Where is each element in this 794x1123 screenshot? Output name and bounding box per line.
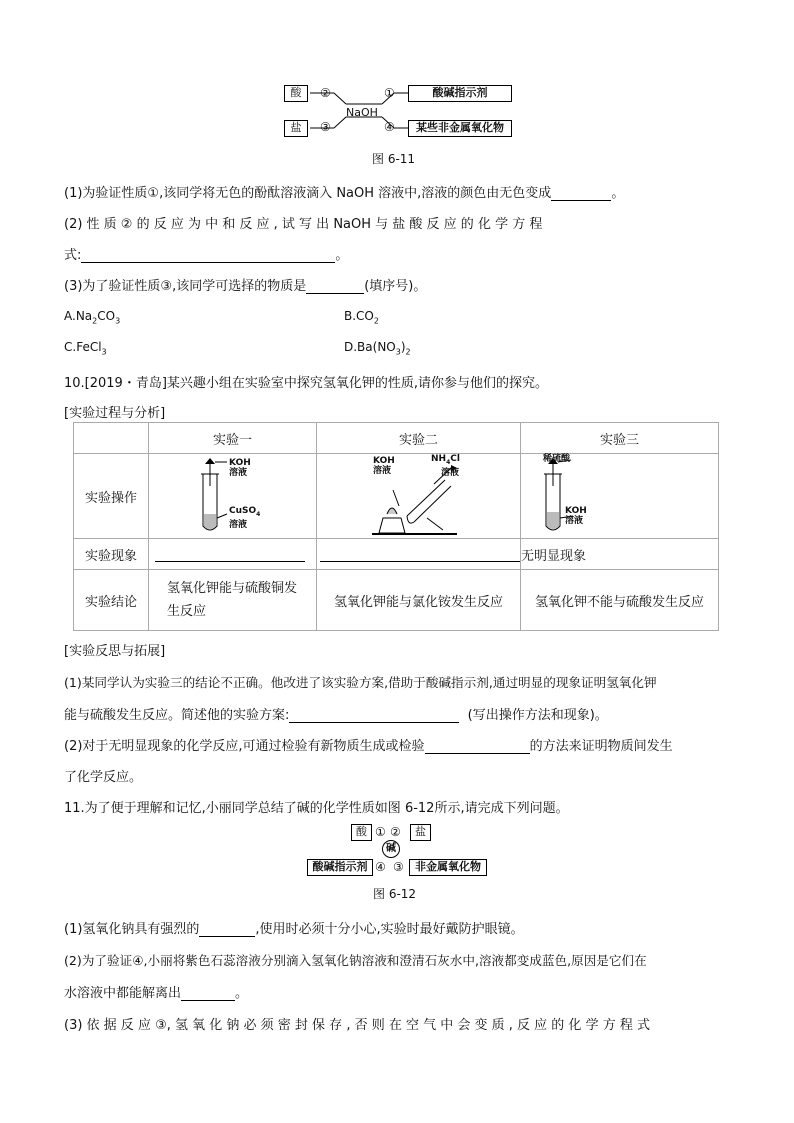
fig612-n2: ② [390,825,401,839]
q11-part1 [64,918,524,937]
exp1-top-label [229,458,251,478]
opt-d-3: ) [400,340,406,354]
exp2-right-label [431,454,460,478]
header-exp1: 实验一 [149,423,317,454]
q11-p2-blank[interactable] [181,986,235,1001]
phenomenon3-text: 无明显现象 [521,548,587,564]
exp3-top-label: 稀硫酸 [543,454,571,464]
q9-p3-blank[interactable] [306,279,364,294]
q9-part3 [64,275,426,294]
q9-option-d [344,340,411,356]
q10-r1-line2 [64,704,608,723]
opt-a-3: CO [97,309,116,323]
fig612-caption: 图 6-12 [373,887,417,901]
table-row-phenomenon [74,539,719,570]
opt-b-1: B.CO [344,309,374,323]
row-label-phenomenon: 实验现象 [74,539,149,570]
table-header-row [74,423,719,454]
q9-p1-text: (1)为验证性质①,该同学将无色的酚酞溶液滴入 NaOH 溶液中,溶液的颜色由无色变成 [64,186,552,201]
opt-d-4: 2 [405,347,411,357]
opt-a-2: 2 [92,316,98,326]
phenomenon2-cell [317,539,521,570]
q9-p3-text: (3)为了验证性质③,该同学可选择的物质是 [64,279,307,294]
q9-p2-end: 。 [335,248,349,263]
q10-r2-line1 [64,735,673,754]
phenomenon2-blank[interactable] [320,547,520,562]
heating-apparatus-icon [317,454,520,538]
exp2-left2: 溶液 [373,466,392,476]
test-tube-icon-2 [521,454,718,538]
fig611-acid-box: 酸 [284,85,308,102]
q10-r1-end: (写出操作方法和现象)。 [467,708,608,723]
exp2-left-label [373,456,395,476]
exp2-right-m: Cl [450,454,460,464]
fig611-n1: ① [384,86,395,100]
q10-r1-line1: (1)某同学认为实验三的结论不正确。他改进了该实验方案,借助于酸碱指示剂,通过明显的现象证明氢氧化钾 [64,675,657,690]
opt-d-1: D.Ba(NO [344,340,396,354]
fig612-oxide-box: 非金属氧化物 [409,859,487,876]
q9-p3-end: (填序号)。 [364,279,427,294]
conclusion3: 氢氧化钾不能与硫酸发生反应 [521,570,719,631]
exp1-apparatus [149,454,317,539]
fig612-center: 碱 [382,840,400,858]
q11-stem: 11.为了便于理解和记忆,小丽同学总结了碱的化学性质如图 6-12所示,请完成下列问题。 [64,801,569,816]
exp3-bot2: 溶液 [565,516,584,526]
q10-r2a-text: (2)对于无明显现象的化学反应,可通过检验有新物质生成或检验 [64,739,425,754]
q9-part2-line1: (2) 性 质 ② 的 反 应 为 中 和 反 应 , 试 写 出 NaOH 与 盐 酸 反 应 的 化 学 方 程 [64,217,543,232]
fig611-oxide-box: 某些非金属氧化物 [408,120,512,137]
table-row-operation [74,454,719,539]
conclusion2: 氢氧化钾能与氯化铵发生反应 [317,570,521,631]
q10-section-reflection: [实验反思与拓展] [64,644,166,659]
q10-stem: 10.[2019・青岛]某兴趣小组在实验室中探究氢氧化钾的性质,请你参与他们的探究。 [64,376,549,391]
exp1-bot2: 溶液 [229,519,248,530]
exp3-bottom-label [565,506,587,526]
conclusion1: 氢氧化钾能与硫酸铜发生反应 [149,570,317,631]
fig612-n4: ④ [375,860,386,874]
q9-p2-blank[interactable] [81,248,335,263]
fig612-salt-box: 盐 [410,824,431,841]
header-exp2: 实验二 [317,423,521,454]
opt-c-1: C.FeCl [64,340,102,354]
fig611-n3: ③ [320,120,331,134]
exp2-right: NH [431,454,447,464]
fig611-n2: ② [320,86,331,100]
exp1-top: KOH [229,458,251,468]
opt-b-2: 2 [373,316,379,326]
fig612-acid-box: 酸 [351,824,372,841]
phenomenon3-cell [521,539,719,570]
exp1-bottom-label [229,506,260,530]
opt-d-2: 3 [395,347,401,357]
q10-r2-blank[interactable] [425,739,530,754]
exp3-bot: KOH [565,506,587,516]
opt-c-2: 3 [101,347,107,357]
exp1-bot: CuSO [229,506,257,516]
table-row-conclusion [74,570,719,631]
q9-p2b-text: 式: [64,248,82,263]
q11-part3: (3) 依 据 反 应 ③, 氢 氧 化 钠 必 须 密 封 保 存 , 否 则 在 空 气 中 会 变 质 , 反 应 的 化 学 方 程 式 [64,1018,650,1033]
exp2-right-s: 4 [446,458,451,466]
q11-p2b-text: 水溶液中都能解离出 [64,986,182,1001]
fig611-n4: ④ [384,120,395,134]
row-label-conclusion: 实验结论 [74,570,149,631]
q9-p1-blank[interactable] [551,186,611,201]
table-corner [74,423,149,454]
row-label-operation: 实验操作 [74,454,149,539]
q11-part2-line1: (2)为了验证④,小丽将紫色石蕊溶液分别滴入氢氧化钠溶液和澄清石灰水中,溶液都变成蓝色,原因是它们在 [64,953,647,968]
fig611-center: NaOH [346,106,378,119]
q10-section-process: [实验过程与分析] [64,406,166,421]
header-exp3: 实验三 [521,423,719,454]
q9-part1 [64,182,624,201]
q9-option-a [64,309,120,325]
exp1-top2: 溶液 [229,468,248,478]
q9-option-b [344,309,379,325]
opt-a-4: 3 [115,316,121,326]
q11-p1-text: (1)氢氧化钠具有强烈的 [64,922,200,937]
q11-p2-end: 。 [235,986,249,1001]
exp2-left: KOH [373,456,395,466]
q11-p1-blank[interactable] [199,922,255,937]
q9-part2-line2 [64,244,348,263]
q10-r1-blank[interactable] [289,708,459,723]
fig611-caption: 图 6-11 [372,152,416,166]
fig612-indicator-box: 酸碱指示剂 [307,859,373,876]
exp2-right2: 溶液 [441,467,460,478]
experiment-table [73,422,719,631]
q10-r2-line2: 了化学反应。 [64,770,143,785]
fig611-salt-box: 盐 [284,120,308,137]
exp1-bot-s: 4 [256,510,261,518]
exp3-apparatus [521,454,719,539]
fig612-n1: ① [375,825,386,839]
q9-option-c [64,340,107,356]
exp2-apparatus [317,454,521,539]
opt-a-1: A.Na [64,309,93,323]
q10-r1b-text: 能与硫酸发生反应。简述他的实验方案: [64,708,290,723]
phenomenon1-blank[interactable] [155,547,305,562]
phenomenon1-cell [149,539,317,570]
q11-part2-line2 [64,982,248,1001]
fig611-indicator-box: 酸碱指示剂 [408,85,512,102]
fig612-n3: ③ [393,860,404,874]
q11-p1-end: ,使用时必须十分小心,实验时最好戴防护眼镜。 [255,922,524,937]
q9-p1-end: 。 [611,186,625,201]
q10-r2a-end: 的方法来证明物质间发生 [529,739,673,754]
